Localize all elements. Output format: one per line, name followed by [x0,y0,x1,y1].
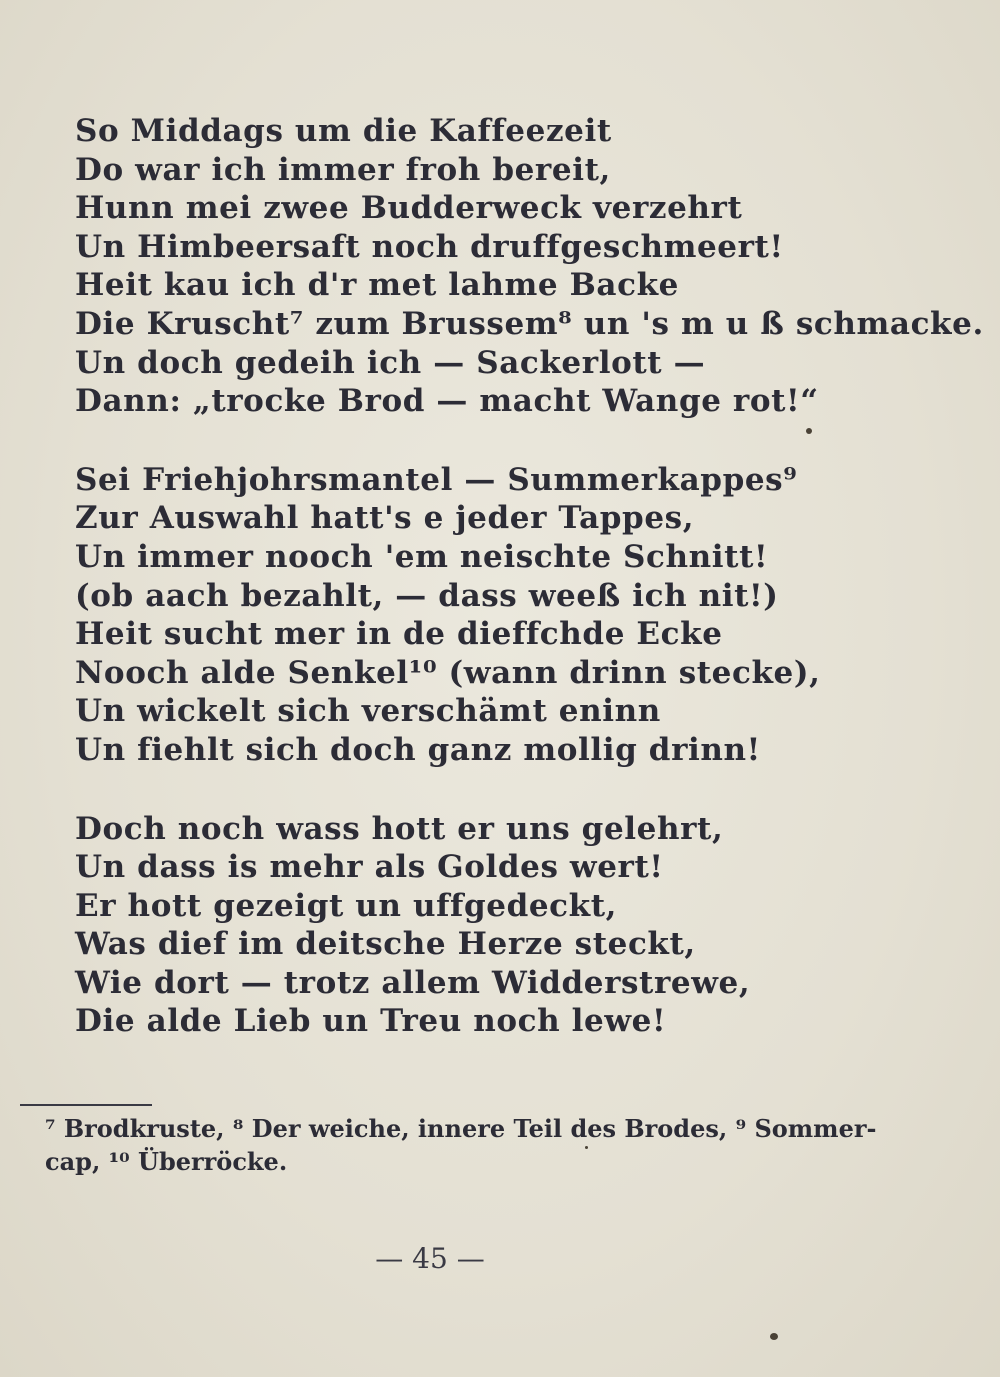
stanza-3 [75,810,935,1042]
paper-speck [585,1146,588,1149]
poem-line: Heit sucht mer in de dieffchde Ecke [75,616,723,653]
poem [75,112,984,1081]
poem-line: Hunn mei zwee Budderweck verzehrt [75,190,743,227]
poem-line: Was dief im deitsche Herze steckt, [75,926,696,963]
footnotes [45,1112,875,1178]
poem-line: Zur Auswahl hatt's e jeder Tappes, [75,500,695,537]
footnote-line: ⁷ Brodkruste, ⁸ Der weiche, innere Teil des Brodes, ⁹ Sommer- [45,1114,877,1143]
poem-line: Un immer nooch 'em neischte Schnitt! [75,538,769,575]
paper-speck [806,428,812,434]
poem-line: Die Kruscht⁷ zum Brussem⁸ un 's m u ß schmacke. [75,305,984,342]
poem-line: Un Himbeersaft noch druffgeschmeert! [75,228,784,265]
footnote-line: cap, ¹⁰ Überröcke. [45,1147,288,1176]
poem-line: (ob aach bezahlt, — dass weeß ich nit!) [75,577,779,614]
footnote-separator [20,1104,152,1106]
poem-line: Un doch gedeih ich — Sackerlott — [75,344,706,381]
poem-line: Un fiehlt sich doch ganz mollig drinn! [75,731,761,768]
poem-line: Un wickelt sich verschämt eninn [75,693,661,730]
paper-speck [770,1333,778,1340]
poem-line: Wie dort — trotz allem Widderstrewe, [75,964,751,1001]
poem-line: Dann: „trocke Brod — macht Wange rot!“ [75,383,819,420]
poem-line: Heit kau ich d'r met lahme Backe [75,267,679,304]
poem-line: Do war ich immer froh bereit, [75,151,611,188]
poem-line: So Middags um die Kaffeezeit [75,113,612,149]
page-number: — 45 — [375,1242,485,1275]
poem-line: Die alde Lieb un Treu noch lewe! [75,1003,667,1040]
stanza-1 [75,112,984,421]
poem-line: Sei Friehjohrsmantel — Summerkappes⁹ [75,461,798,498]
stanza-2 [75,461,935,770]
poem-line: Nooch alde Senkel¹⁰ (wann drinn stecke), [75,654,821,691]
poem-line: Er hott gezeigt un uffgedeckt, [75,887,618,924]
poem-line: Doch noch wass hott er uns gelehrt, [75,810,724,847]
poem-line: Un dass is mehr als Goldes wert! [75,849,664,886]
